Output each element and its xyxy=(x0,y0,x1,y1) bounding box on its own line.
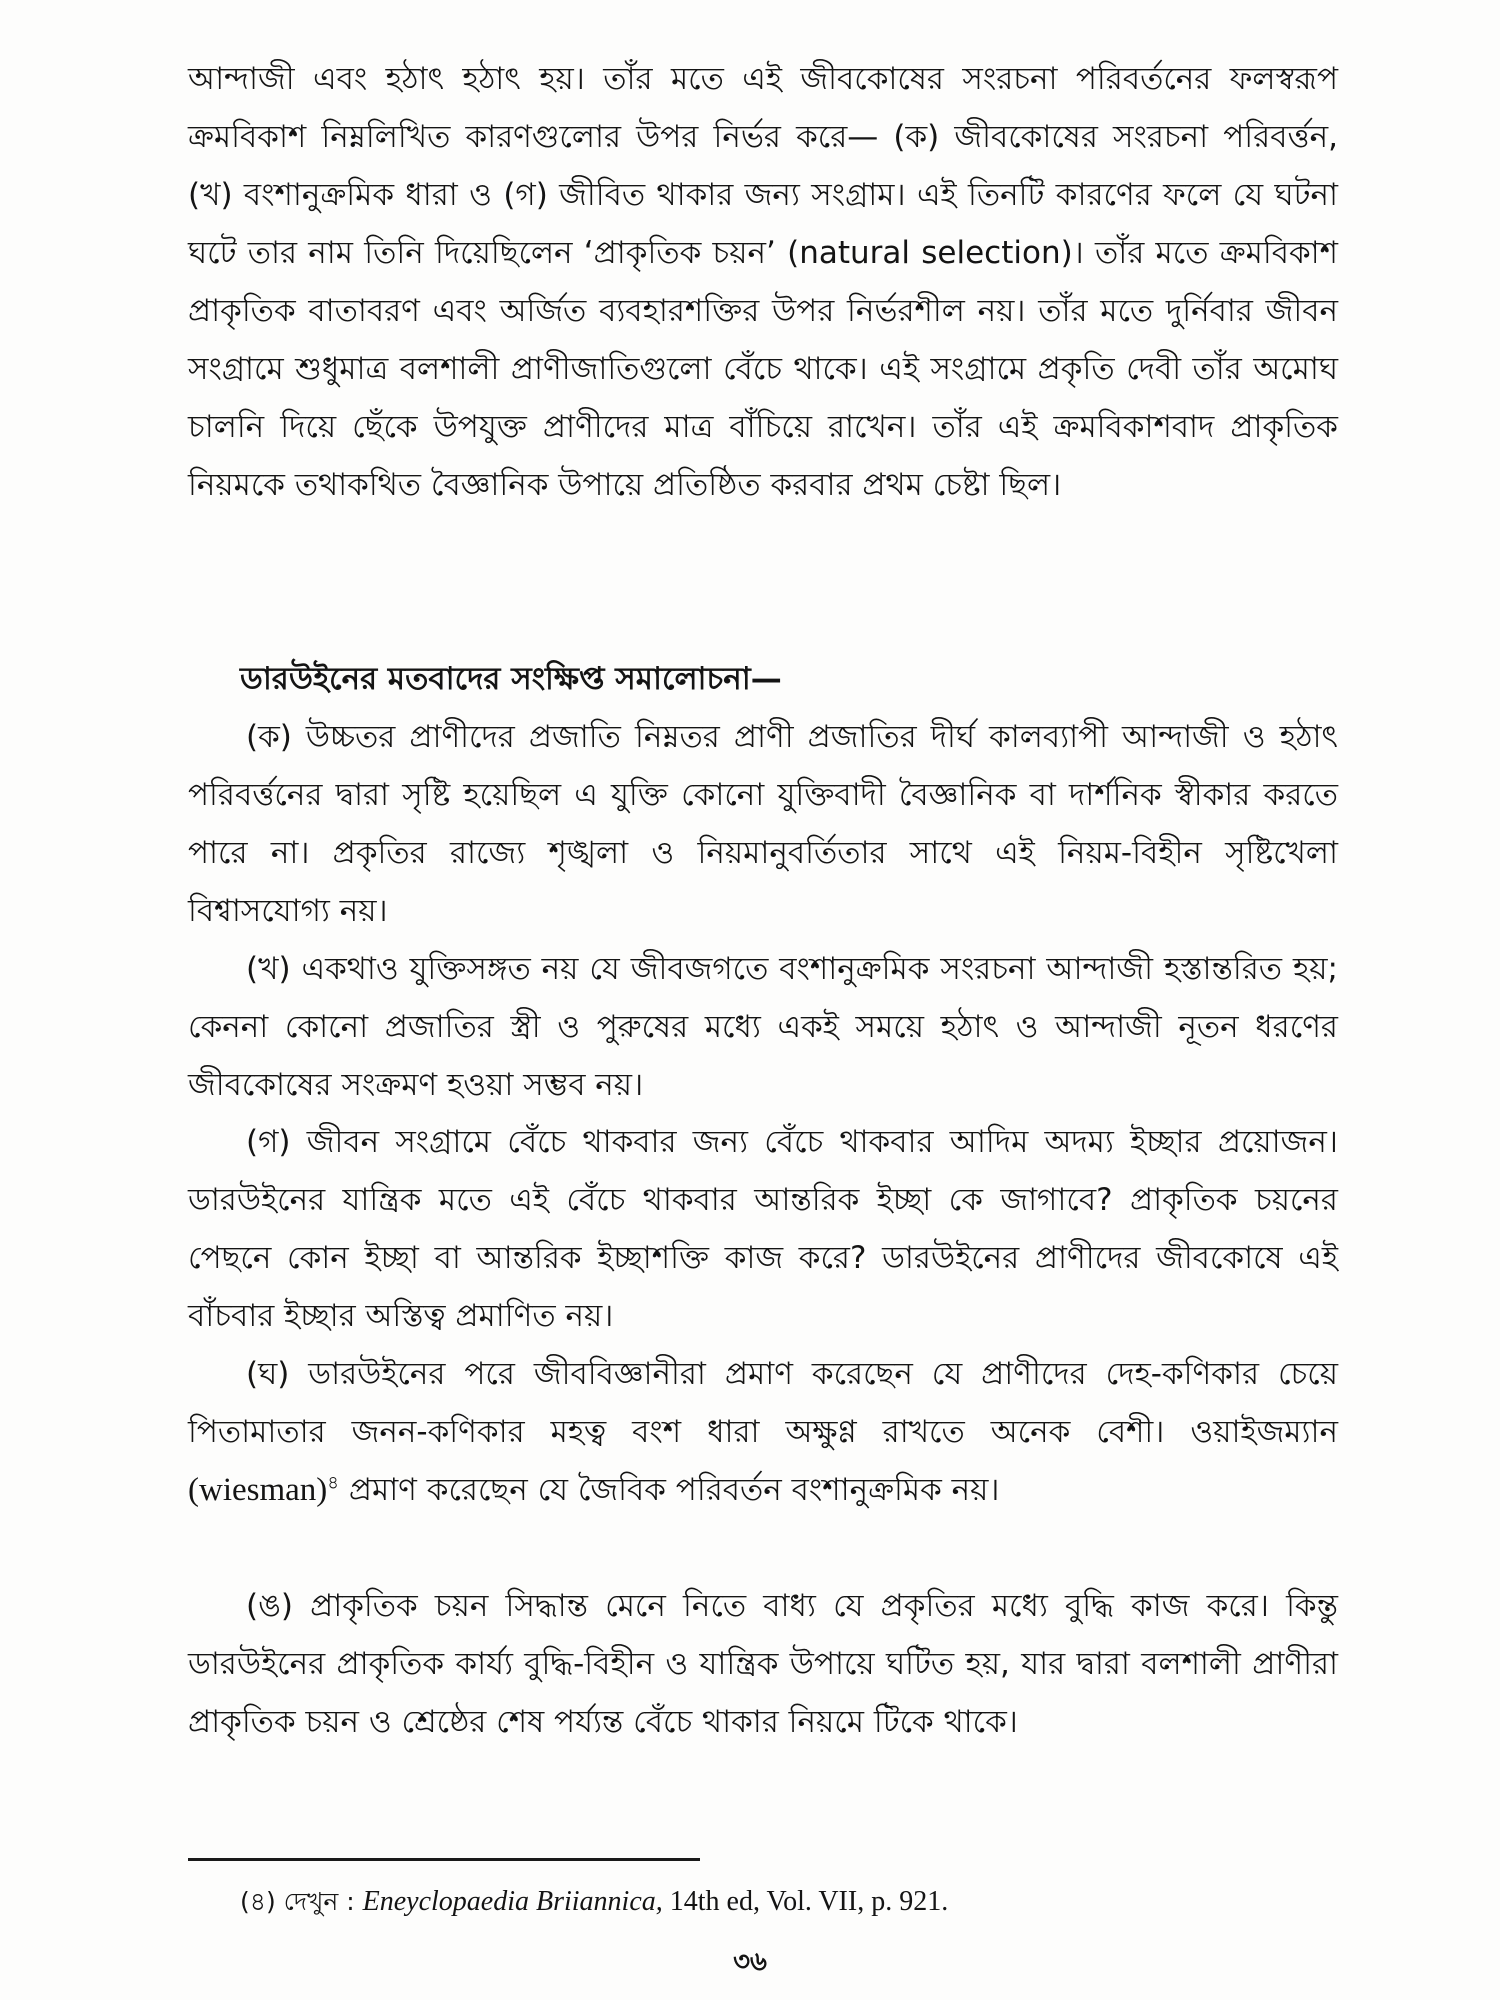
body-paragraph-kha: (খ) একথাও যুক্তিসঙ্গত নয় যে জীবজগতে বংশানুক্রমিক সংরচনা আন্দাজী হস্তান্তরিত হয়; কেননা কোনো প্রজাতির স্ত্রী ও পুরুষের মধ্যে একই সময়ে হঠাৎ ও আন্দাজী নূতন ধরণের জীবকোষের সংক্রমণ হওয়া সম্ভব নয়। xyxy=(188,951,1338,1103)
footnote-label: (৪) দেখুন : xyxy=(240,1887,363,1916)
body-paragraph-ga: (গ) জীবন সংগ্রামে বেঁচে থাকবার জন্য বেঁচে থাকবার আদিম অদম্য ইচ্ছার প্রয়োজন। ডারউইনের যান্ত্রিক মতে এই বেঁচে থাকবার আন্তরিক ইচ্ছা কে জাগাবে? প্রাকৃতিক চয়নের পেছনে কোন ইচ্ছা বা আন্তরিক ইচ্ছাশক্তি কাজ করে? ডারউইনের প্রাণীদের জীবকোষে এই বাঁচবার ইচ্ছার অস্তিত্ব প্রমাণিত নয়। xyxy=(188,1124,1338,1334)
footnote-divider xyxy=(188,1858,700,1861)
footnote-detail: 14th ed, Vol. VII, p. 921. xyxy=(662,1886,949,1917)
footnote-marker: ৪ xyxy=(327,1472,339,1494)
footnote xyxy=(240,1882,1340,1922)
page-number: ৩৬ xyxy=(733,1947,767,1977)
gha-text-end: প্রমাণ করেছেন যে জৈবিক পরিবর্তন বংশানুক্রমিক নয়। xyxy=(338,1472,1000,1508)
gha-latin-name: (wiesman) xyxy=(188,1472,328,1508)
body-paragraph-uma: (ঙ) প্রাকৃতিক চয়ন সিদ্ধান্ত মেনে নিতে বাধ্য যে প্রকৃতির মধ্যে বুদ্ধি কাজ করে। কিন্তু ডারউইনের প্রাকৃতিক কার্য্য বুদ্ধি-বিহীন ও যান্ত্রিক উপায়ে ঘটিত হয়, যার দ্বারা বলশালী প্রাণীরা প্রাকৃতিক চয়ন ও শ্রেষ্ঠের শেষ পর্য্যন্ত বেঁচে থাকার নিয়মে টিকে থাকে। xyxy=(188,1588,1338,1740)
body-paragraph-gha xyxy=(188,1345,1338,1519)
footnote-title: Eneyclopaedia Briiannica, xyxy=(362,1886,663,1917)
section-heading: ডারউইনের মতবাদের সংক্ষিপ্ত সমালোচনা— xyxy=(240,661,782,697)
gha-text-start: (ঘ) ডারউইনের পরে জীববিজ্ঞানীরা প্রমাণ করেছেন যে প্রাণীদের দেহ-কণিকার চেয়ে পিতামাতার জনন-কণিকার মহত্ব বংশ ধারা অক্ষুণ্ণ রাখতে অনেক বেশী। ওয়াইজম্যান xyxy=(188,1356,1338,1450)
body-paragraph-ka: (ক) উচ্চতর প্রাণীদের প্রজাতি নিম্নতর প্রাণী প্রজাতির দীর্ঘ কালব্যাপী আন্দাজী ও হঠাৎ পরিবর্ত্তনের দ্বারা সৃষ্টি হয়েছিল এ যুক্তি কোনো যুক্তিবাদী বৈজ্ঞানিক বা দার্শনিক স্বীকার করতে পারে না। প্রকৃতির রাজ্যে শৃঙ্খলা ও নিয়মানুবর্তিতার সাথে এই নিয়ম-বিহীন সৃষ্টিখেলা বিশ্বাসযোগ্য নয়। xyxy=(188,719,1338,929)
body-paragraph-intro: আন্দাজী এবং হঠাৎ হঠাৎ হয়। তাঁর মতে এই জীবকোষের সংরচনা পরিবর্তনের ফলস্বরূপ ক্রমবিকাশ নিম্নলিখিত কারণগুলোর উপর নির্ভর করে— (ক) জীবকোষের সংরচনা পরিবর্ত্তন, (খ) বংশানুক্রমিক ধারা ও (গ) জীবিত থাকার জন্য সংগ্রাম। এই তিনটি কারণের ফলে যে ঘটনা ঘটে তার নাম তিনি দিয়েছিলেন ‘প্রাকৃতিক চয়ন’ (natural selection)। তাঁর মতে ক্রমবিকাশ প্রাকৃতিক বাতাবরণ এবং অর্জিত ব্যবহারশক্তির উপর নির্ভরশীল নয়। তাঁর মতে দুর্নিবার জীবন সংগ্রামে শুধুমাত্র বলশালী প্রাণীজাতিগুলো বেঁচে থাকে। এই সংগ্রামে প্রকৃতি দেবী তাঁর অমোঘ চালনি দিয়ে ছেঁকে উপযুক্ত প্রাণীদের মাত্র বাঁচিয়ে রাখেন। তাঁর এই ক্রমবিকাশবাদ প্রাকৃতিক নিয়মকে তথাকথিত বৈজ্ঞানিক উপায়ে প্রতিষ্ঠিত করবার প্রথম চেষ্টা ছিল। xyxy=(188,61,1338,503)
